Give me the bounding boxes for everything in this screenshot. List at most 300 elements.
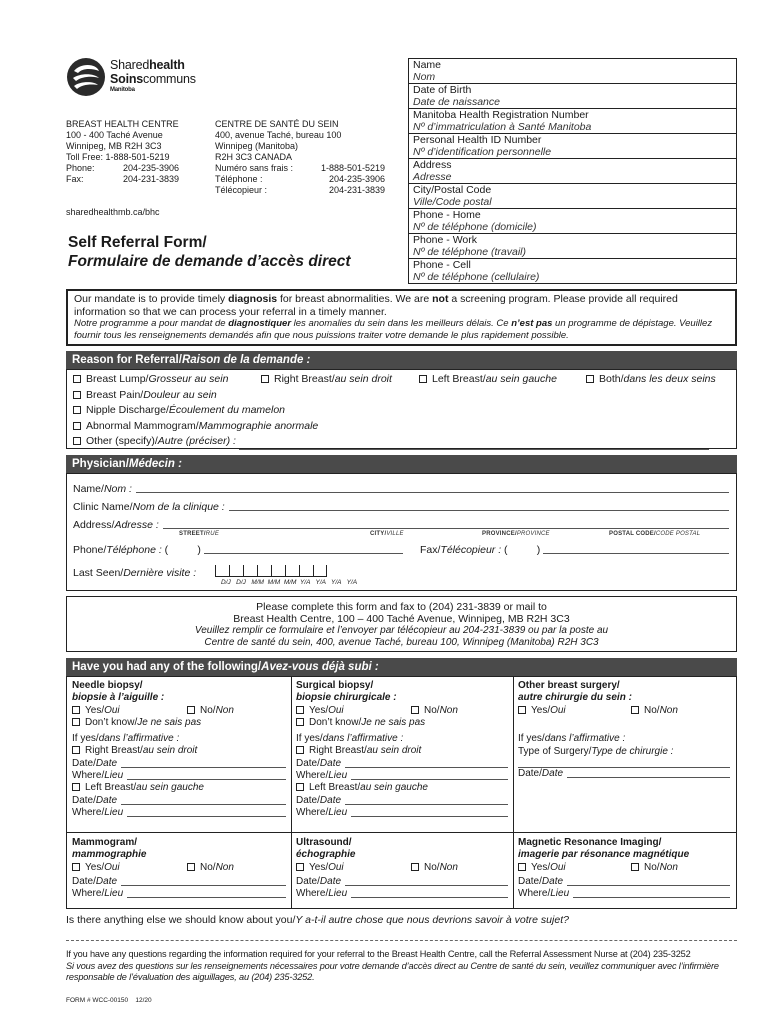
fax-notice-en2: Breast Health Centre, 100 – 400 Taché Avenue, Winnipeg, MB R2H 3C3 — [233, 613, 570, 625]
logo-text-shared: Shared — [110, 58, 150, 72]
mammo-option[interactable] — [73, 419, 730, 435]
both-checkbox[interactable] — [586, 375, 594, 383]
postal-fr: R2H 3C3 CANADA — [215, 152, 293, 162]
mandate-text-fr: un programme de dépistage. Veuillez fournir tous les renseignements demandés afin que nous puissions traiter votre demande le plus rapidement possible. — [74, 318, 713, 341]
no-label-fr: Non — [439, 861, 458, 873]
fax-notice-fr2: Centre de santé du sein, 400, avenue Taché, bureau 100, Winnipeg (Manitoba) R2H 3C3 — [204, 637, 599, 648]
history-header-en: Have you had any of the following/ — [72, 661, 262, 673]
right-breast-checkbox[interactable] — [261, 375, 269, 383]
lump-label: Breast Lump/ — [86, 373, 149, 385]
history-header — [66, 658, 737, 676]
other-yes-checkbox[interactable] — [518, 706, 526, 714]
physician-header — [66, 455, 737, 473]
no-label-fr: Non — [215, 861, 234, 873]
needle-yes-option[interactable] — [72, 705, 120, 716]
ultrasound-no-checkbox[interactable] — [411, 863, 419, 871]
date-digit-box[interactable] — [271, 565, 285, 577]
lump-label-fr: Grosseur au sein — [148, 373, 229, 385]
questions-en: If you have any questions regarding the information required for your referral to the Breast Health Centre, call the Referral Assessment Nurse at (204) 235-3252 — [66, 949, 691, 959]
date-digit-box[interactable] — [257, 565, 271, 577]
mri-date-field[interactable] — [567, 876, 730, 886]
patient-field-label-fr: Nº de téléphone (cellulaire) — [413, 271, 540, 283]
anything-else-fr: Y a-t-il autre chose que nous devrions savoir à votre sujet? — [295, 914, 569, 926]
yes-label: Yes/ — [85, 861, 105, 873]
city-en: Winnipeg, MB R2H 3C3 — [66, 141, 162, 151]
pain-checkbox[interactable] — [73, 391, 81, 399]
anything-else-en: Is there anything else we should know about you/ — [66, 914, 296, 926]
surgical-no-checkbox[interactable] — [411, 706, 419, 714]
where-label-fr: Lieu — [328, 770, 348, 782]
where-label-fr: Lieu — [328, 806, 348, 818]
surgical-left-date-field[interactable] — [345, 795, 508, 805]
no-label: No/ — [424, 861, 440, 873]
where-label: Where/ — [296, 888, 329, 900]
mri-yes-checkbox[interactable] — [518, 863, 526, 871]
fax-en: 204-231-3839 — [123, 174, 180, 184]
history-divider — [291, 677, 292, 908]
ifyes-label: If yes/ — [296, 733, 323, 745]
surgical-yes-checkbox[interactable] — [296, 706, 304, 714]
other-no-option[interactable] — [631, 705, 678, 717]
surgical-yes-no — [296, 705, 508, 717]
physician-header-fr: Médecin : — [128, 458, 182, 470]
ultrasound-cell — [296, 837, 508, 900]
pain-label: Breast Pain/ — [86, 388, 144, 401]
tollfree-fr: 1-888-501-5219 — [320, 163, 385, 173]
lump-checkbox[interactable] — [73, 375, 81, 383]
physician-name-label-fr: Nom : — [103, 483, 132, 495]
patient-field-label: Phone - Work — [413, 234, 477, 246]
logo-text-communs: communs — [143, 71, 196, 86]
pain-option[interactable] — [73, 388, 730, 404]
questions-fr: Si vous avez des questions sur les renseignements nécessaires pour votre demande d’accès direct au Centre de santé du sein, veuillez communiquer avec l’infirmière responsable de l’évaluation des aiguillages, au (204) 235-3252. — [66, 960, 719, 982]
other-yes-no — [518, 705, 730, 717]
clinic-name-field[interactable] — [229, 501, 729, 511]
lb-label-fr: au sein gauche — [136, 782, 204, 794]
needle-right-where-field[interactable] — [127, 770, 286, 780]
centre-name-en: BREAST HEALTH CENTRE — [66, 119, 179, 129]
ultrasound-no-option[interactable] — [411, 862, 458, 874]
dk-label-fr: Je ne sais pas — [137, 716, 202, 728]
where-label-fr: Lieu — [104, 770, 124, 782]
date-label-fr: Date — [541, 875, 564, 887]
patient-field-label-fr: Nº de téléphone (domicile) — [413, 221, 537, 233]
patient-field-row[interactable] — [409, 59, 736, 84]
date-format-hint: D/J D/J M/M M/M M/M Y/A Y/A Y/A Y/A — [221, 579, 358, 586]
nipple-label: Nipple Discharge/ — [86, 404, 169, 416]
other-surgery-type-field[interactable] — [518, 758, 730, 768]
nipple-option[interactable] — [73, 403, 730, 419]
history-divider — [67, 832, 736, 833]
right-breast-label-fr: au sein droit — [334, 373, 392, 385]
ultrasound-date-field[interactable] — [345, 876, 508, 886]
last-seen-label-fr: Dernière visite : — [123, 567, 197, 579]
fax-label-en: Fax: — [66, 174, 84, 184]
patient-field-label: Manitoba Health Registration Number — [413, 109, 589, 121]
city-sublabel-fr: VILLE — [386, 531, 404, 537]
date-label: Date/ — [72, 757, 96, 769]
mri-yes-option[interactable] — [518, 862, 566, 873]
yes-label-fr: Oui — [328, 704, 344, 716]
other-surgery-cell — [518, 680, 730, 780]
date-digit-box[interactable] — [299, 565, 313, 577]
date-digit-box[interactable] — [313, 565, 327, 577]
yes-label: Yes/ — [309, 861, 329, 873]
right-breast-label: Right Breast/ — [274, 373, 335, 385]
both-option[interactable] — [586, 372, 716, 388]
date-label-fr: Date — [95, 875, 118, 887]
patient-field-label: Date of Birth — [413, 84, 472, 96]
patient-field-row[interactable] — [409, 84, 736, 109]
patient-field-row[interactable] — [409, 259, 736, 284]
mammogram-no-checkbox[interactable] — [187, 863, 195, 871]
ifyes-label-fr: dans l’affirmative : — [322, 733, 404, 745]
surgical-right-option[interactable] — [296, 745, 508, 757]
mri-title: Magnetic Resonance Imaging/ — [518, 837, 662, 848]
phone-label-fr: Téléphone : — [106, 544, 162, 556]
mri-yes-no — [518, 862, 730, 874]
ifyes-label: If yes/ — [518, 733, 545, 745]
surgical-right-where-field[interactable] — [351, 770, 508, 780]
ultrasound-yes-option[interactable] — [296, 862, 344, 873]
ifyes-label: If yes/ — [72, 733, 99, 745]
mammogram-where-field[interactable] — [127, 888, 286, 898]
reason-section — [66, 369, 737, 449]
no-label: No/ — [644, 704, 660, 716]
no-label: No/ — [644, 861, 660, 873]
postal-sublabel-en: POSTAL CODE/ — [609, 531, 656, 537]
date-label-fr: Date — [319, 875, 342, 887]
date-label-fr: Date — [541, 767, 564, 779]
dk-label: Don’t know/ — [309, 716, 362, 728]
date-label-fr: Date — [95, 757, 118, 769]
fax-label: Fax/ — [420, 544, 441, 556]
patient-field-label: Phone - Cell — [413, 259, 471, 271]
fax-notice — [66, 596, 737, 652]
date-label: Date/ — [518, 875, 542, 887]
tollfree-label-fr: Numéro sans frais : — [215, 163, 294, 173]
rb-label: Right Breast/ — [85, 745, 143, 757]
mammogram-date-field[interactable] — [121, 876, 286, 886]
date-digit-box[interactable] — [215, 565, 229, 577]
patient-field-row[interactable] — [409, 109, 736, 134]
physician-name-label: Name/ — [73, 483, 104, 495]
mandate-bold-fr: n’est pas — [511, 318, 553, 329]
street-en: 100 - 400 Taché Avenue — [66, 130, 163, 140]
form-number — [66, 997, 152, 1004]
patient-info-box — [408, 58, 737, 284]
form-title-en: Self Referral Form/ — [68, 234, 207, 251]
needle-left-where-field[interactable] — [127, 807, 286, 817]
surgical-no-option[interactable] — [411, 705, 458, 717]
no-label-fr: Non — [659, 704, 678, 716]
logo-text-manitoba: Manitoba — [110, 87, 135, 93]
where-label-fr: Lieu — [104, 888, 124, 900]
both-label: Both/ — [599, 373, 624, 385]
lump-option[interactable] — [73, 373, 228, 385]
logo-text-soins: Soins — [110, 71, 144, 86]
where-label: Where/ — [72, 888, 105, 900]
fax-fr: 204-231-3839 — [328, 185, 385, 195]
mammo-checkbox[interactable] — [73, 422, 81, 430]
patient-field-label-fr: Nº d’identification personnelle — [413, 146, 552, 158]
other-surgery-title: Other breast surgery/ — [518, 680, 620, 691]
left-breast-label-fr: au sein gauche — [485, 373, 557, 385]
needle-left-date-field[interactable] — [121, 795, 286, 805]
last-seen-label: Last Seen/ — [73, 567, 124, 579]
mandate-bold: diagnosis — [228, 293, 278, 305]
phone-label-fr: Téléphone : — [215, 174, 263, 184]
lb-label: Left Breast/ — [309, 782, 361, 794]
nipple-label-fr: Écoulement du mamelon — [168, 404, 286, 416]
address-label: Address/ — [73, 519, 115, 531]
where-label: Where/ — [296, 770, 329, 782]
date-label-fr: Date — [319, 794, 342, 806]
surgical-biopsy-title: Surgical biopsy/ — [296, 680, 374, 691]
nipple-checkbox[interactable] — [73, 406, 81, 414]
other-option[interactable] — [73, 434, 730, 450]
rb-label-fr: au sein droit — [142, 745, 198, 757]
patient-field-row[interactable] — [409, 209, 736, 234]
pain-label-fr: Douleur au sein — [143, 388, 217, 401]
postal-sublabel-fr: CODE POSTAL — [655, 531, 701, 537]
history-section — [66, 676, 737, 909]
questions-notice — [66, 949, 742, 984]
patient-field-label: City/Postal Code — [413, 184, 492, 196]
ultrasound-title-fr: échographie — [296, 849, 356, 861]
physician-name-field[interactable] — [136, 483, 729, 493]
no-label: No/ — [200, 704, 216, 716]
needle-left-checkbox[interactable] — [72, 783, 80, 791]
patient-field-label: Phone - Home — [413, 209, 481, 221]
yes-label-fr: Oui — [328, 861, 344, 873]
ultrasound-yes-checkbox[interactable] — [296, 863, 304, 871]
yes-label: Yes/ — [85, 704, 105, 716]
other-checkbox[interactable] — [73, 437, 81, 445]
surgical-right-date-field[interactable] — [345, 758, 508, 768]
patient-field-row[interactable] — [409, 134, 736, 159]
fax-notice-fr1: Veuillez remplir ce formulaire et l’envoyer par télécopieur au 204-231-3839 ou par la poste au — [194, 625, 609, 636]
right-breast-option[interactable] — [261, 372, 392, 388]
yes-label-fr: Oui — [104, 704, 120, 716]
both-label-fr: dans les deux seins — [623, 373, 716, 385]
patient-field-label: Address — [413, 159, 452, 171]
street-fr: 400, avenue Taché, bureau 100 — [215, 130, 342, 140]
patient-field-row[interactable] — [409, 234, 736, 259]
province-sublabel-en: PROVINCE/ — [482, 531, 517, 537]
date-label: Date/ — [296, 757, 320, 769]
surgical-yes-option[interactable] — [296, 705, 344, 716]
clinic-name-label: Clinic Name/ — [73, 501, 133, 513]
needle-right-option[interactable] — [72, 745, 286, 757]
province-sublabel-fr: PROVINCE — [516, 531, 550, 537]
surgical-biopsy-title-fr: biopsie chirurgicale : — [296, 692, 397, 704]
form-number-text: FORM # WCC-00150 — [66, 997, 129, 1004]
patient-field-row[interactable] — [409, 184, 736, 209]
date-label: Date/ — [72, 875, 96, 887]
date-digit-box[interactable] — [229, 565, 243, 577]
no-label: No/ — [424, 704, 440, 716]
physician-address-field[interactable] — [163, 519, 729, 529]
mandate-text: a screening program. Please provide all required information so that we can process your referral in a timely manner. — [74, 293, 678, 318]
reason-header-fr: Raison de la demande : — [181, 354, 311, 366]
other-specify-field[interactable] — [239, 440, 709, 450]
yes-label: Yes/ — [309, 704, 329, 716]
mri-no-option[interactable] — [631, 862, 678, 874]
mammogram-no-option[interactable] — [187, 862, 234, 874]
mri-title-fr: imagerie par résonance magnétique — [518, 849, 690, 861]
mammogram-title-fr: mammographie — [72, 849, 147, 861]
where-label: Where/ — [72, 770, 105, 782]
physician-phone-field[interactable] — [204, 544, 403, 554]
patient-field-label-fr: Date de naissance — [413, 96, 500, 108]
fax-label-fr: Télécopieur : — [215, 185, 268, 195]
where-label-fr: Lieu — [328, 888, 348, 900]
no-label-fr: Non — [215, 704, 234, 716]
left-breast-option[interactable] — [419, 372, 557, 388]
clinic-name-label-fr: Nom de la clinique : — [132, 501, 225, 513]
date-digit-box[interactable] — [285, 565, 299, 577]
physician-header-en: Physician/ — [72, 458, 129, 470]
form-title — [68, 233, 351, 271]
shared-health-logo — [66, 57, 246, 101]
needle-right-checkbox[interactable] — [72, 746, 80, 754]
mri-no-checkbox[interactable] — [631, 863, 639, 871]
needle-biopsy-title: Needle biopsy/ — [72, 680, 143, 691]
phone-en: 204-235-3906 — [123, 163, 180, 173]
patient-field-row[interactable] — [409, 159, 736, 184]
website-link[interactable]: sharedhealthmb.ca/bhc — [66, 207, 160, 217]
mammo-label: Abnormal Mammogram/ — [86, 419, 199, 432]
yes-label-fr: Oui — [104, 861, 120, 873]
street-sublabel-en: STREET/ — [179, 531, 206, 537]
reason-header — [66, 351, 737, 369]
form-date-text: 12/20 — [135, 997, 152, 1004]
mammo-label-fr: Mammographie anormale — [198, 419, 319, 432]
ifyes-label-fr: dans l’affirmative : — [98, 733, 180, 745]
needle-yes-checkbox[interactable] — [72, 706, 80, 714]
dk-label-fr: Je ne sais pas — [361, 716, 426, 728]
other-surgery-date-field[interactable] — [567, 768, 730, 778]
city-sublabel — [370, 531, 404, 537]
needle-yes-no — [72, 705, 286, 717]
other-label-fr: Autre (préciser) : — [157, 435, 236, 447]
ultrasound-title: Ultrasound/ — [296, 837, 352, 848]
surgical-right-checkbox[interactable] — [296, 746, 304, 754]
patient-field-label-fr: Adresse — [413, 171, 452, 183]
needle-dk-option[interactable] — [72, 717, 286, 729]
logo-text-health: health — [149, 58, 185, 72]
other-label: Other (specify)/ — [86, 435, 158, 447]
surgical-biopsy-cell — [296, 680, 508, 819]
other-surgery-title-fr: autre chirurgie du sein : — [518, 692, 632, 704]
fax-notice-en1: Please complete this form and fax to (204) 231-3839 or mail to — [256, 601, 547, 613]
anything-else-question — [66, 914, 569, 926]
date-label: Date/ — [72, 794, 96, 806]
anything-else-field[interactable] — [66, 931, 737, 941]
street-sublabel-fr: RUE — [205, 531, 220, 537]
mammogram-yes-checkbox[interactable] — [72, 863, 80, 871]
other-no-checkbox[interactable] — [631, 706, 639, 714]
where-label-fr: Lieu — [550, 888, 570, 900]
needle-left-option[interactable] — [72, 782, 286, 794]
date-label: Date/ — [518, 767, 542, 779]
history-divider — [513, 677, 514, 908]
ultrasound-yes-no — [296, 862, 508, 874]
needle-no-option[interactable] — [187, 705, 234, 717]
dk-label: Don’t know/ — [85, 716, 138, 728]
date-label: Date/ — [296, 875, 320, 887]
mandate-text-fr: Notre programme a pour mandat de — [74, 318, 229, 329]
other-yes-option[interactable] — [518, 705, 566, 716]
rb-label-fr: au sein droit — [366, 745, 422, 757]
type-label: Type of Surgery/ — [518, 745, 592, 757]
yes-label: Yes/ — [531, 861, 551, 873]
form-title-fr: Formulaire de demande d’accès direct — [68, 253, 351, 270]
city-fr: Winnipeg (Manitoba) — [215, 141, 299, 151]
mri-where-field[interactable] — [573, 888, 730, 898]
where-label: Where/ — [518, 888, 551, 900]
left-breast-checkbox[interactable] — [419, 375, 427, 383]
mammogram-yes-option[interactable] — [72, 862, 120, 873]
mandate-bold: not — [432, 293, 449, 305]
last-seen-date-field[interactable] — [215, 565, 327, 579]
province-sublabel — [482, 531, 550, 537]
shared-health-logo-icon — [66, 57, 106, 97]
yes-label-fr: Oui — [550, 861, 566, 873]
no-label: No/ — [200, 861, 216, 873]
surgical-left-option[interactable] — [296, 782, 508, 794]
tollfree-en: Toll Free: 1-888-501-5219 — [66, 152, 170, 162]
date-label-fr: Date — [95, 794, 118, 806]
mandate-box — [66, 289, 737, 346]
needle-dk-checkbox[interactable] — [72, 718, 80, 726]
history-header-fr: Avez-vous déjà subi : — [261, 661, 379, 673]
mandate-text: Our mandate is to provide timely — [74, 293, 229, 305]
surgical-left-checkbox[interactable] — [296, 783, 304, 791]
postal-sublabel — [609, 531, 700, 537]
date-digit-box[interactable] — [243, 565, 257, 577]
surgical-dk-option[interactable] — [296, 717, 508, 729]
patient-field-label: Name — [413, 59, 442, 71]
city-sublabel-en: CITY/ — [370, 531, 387, 537]
reason-header-en: Reason for Referral/ — [72, 354, 182, 366]
patient-field-label: Personal Health ID Number — [413, 134, 542, 146]
mri-cell — [518, 837, 730, 900]
surgical-dk-checkbox[interactable] — [296, 718, 304, 726]
physician-section: Name/ Nom : Clinic Name/ Nom de la clinique : Address/ Adresse : STREET/RUE CITY/VILLE PROVINCE/PROVINCE POSTAL CODE/CODE POSTAL Phone/ Téléphone : ( ) Fax/ Télécopieur : ( ) Last Seen/Dernière visite : D/J D/J M/M M/M M/M Y/A Y/A Y/A Y/A — [66, 473, 737, 591]
rb-label: Right Breast/ — [309, 745, 367, 757]
surgical-left-where-field[interactable] — [351, 807, 508, 817]
address-english — [66, 119, 206, 185]
mammogram-title: Mammogram/ — [72, 837, 138, 848]
street-sublabel — [179, 531, 219, 537]
yes-label-fr: Oui — [550, 704, 566, 716]
mandate-text: for breast abnormalities. We are — [277, 293, 433, 305]
needle-no-checkbox[interactable] — [187, 706, 195, 714]
needle-right-date-field[interactable] — [121, 758, 286, 768]
needle-biopsy-title-fr: biopsie à l’aiguille : — [72, 692, 165, 704]
type-label-fr: Type de chirurgie : — [591, 745, 674, 757]
patient-field-label-fr: Nº de téléphone (travail) — [413, 246, 526, 258]
patient-field-label-fr: Nom — [413, 71, 436, 83]
ultrasound-where-field[interactable] — [351, 888, 508, 898]
centre-name-fr: CENTRE DE SANTÉ DU SEIN — [215, 119, 339, 129]
physician-fax-field[interactable] — [543, 544, 729, 554]
mammogram-cell — [72, 837, 286, 900]
phone-fr: 204-235-3906 — [328, 174, 385, 184]
mammogram-yes-no — [72, 862, 286, 874]
